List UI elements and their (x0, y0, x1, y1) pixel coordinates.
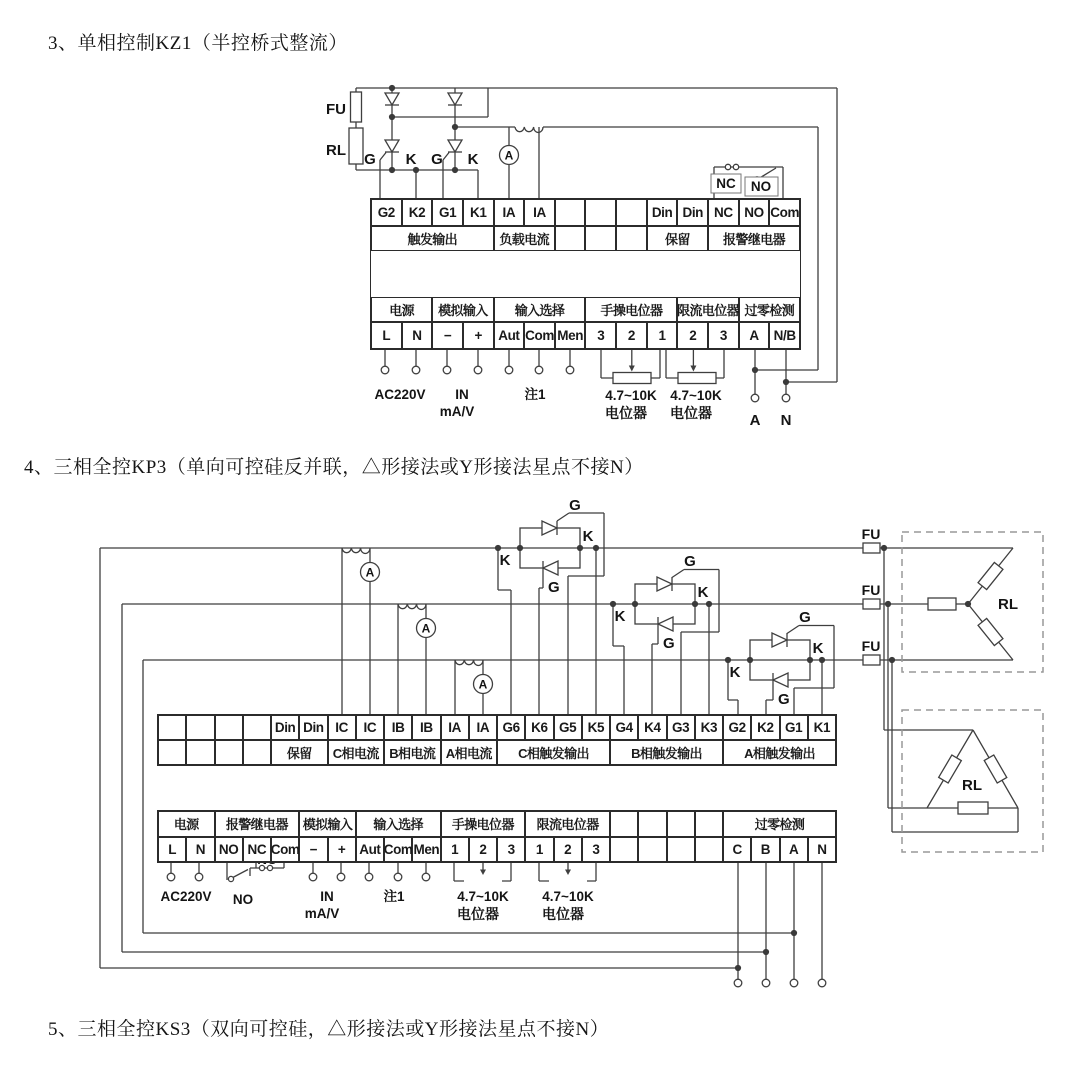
terminal-cell: 2 (677, 322, 708, 349)
gate-label: G (778, 691, 790, 708)
terminal-cell: NO (739, 199, 770, 226)
terminal-cell (186, 715, 214, 740)
group-label-cell: B相电流 (384, 740, 441, 765)
terminal-cell: K2 (751, 715, 779, 740)
terminal-cell: 3 (497, 837, 525, 863)
terminal-cell: + (463, 322, 494, 349)
group-label-cell: 负载电流 (494, 226, 555, 251)
terminal-cell: IB (384, 715, 412, 740)
terminal-cell: + (328, 837, 356, 863)
terminal-cell (695, 837, 723, 863)
group-label-cell: 模拟输入 (299, 811, 356, 837)
terminal-cell: Men (412, 837, 440, 863)
terminal-cell: L (371, 322, 402, 349)
terminal-cell: K3 (695, 715, 723, 740)
terminal-cell: IA (524, 199, 555, 226)
terminal-cell: K5 (582, 715, 610, 740)
group-label-cell: 手操电位器 (585, 297, 677, 322)
group-label-cell: 报警继电器 (215, 811, 300, 837)
group-label-cell: 电源 (371, 297, 432, 322)
terminal-cell: Com (384, 837, 412, 863)
terminal-cell: 1 (441, 837, 469, 863)
terminal-cell: G4 (610, 715, 638, 740)
nc-label: NC (716, 176, 736, 191)
group-label-cell: 触发输出 (371, 226, 494, 251)
terminal-cell: N (808, 837, 836, 863)
group-label-cell: 过零检测 (739, 297, 800, 322)
terminal-cell: C (723, 837, 751, 863)
terminal-cell: K4 (638, 715, 666, 740)
terminal-cell: Men (555, 322, 586, 349)
group-label-cell: 手操电位器 (441, 811, 526, 837)
group-label-cell: 电源 (158, 811, 215, 837)
load-y-box (902, 532, 1043, 672)
group-label-cell (555, 226, 586, 251)
potentiometer (613, 373, 716, 384)
table-spacer (371, 251, 800, 297)
group-label-cell: A相触发输出 (723, 740, 836, 765)
ac-power-label: AC220V (160, 889, 212, 904)
terminal-cell (610, 837, 638, 863)
terminal-cell: NC (708, 199, 739, 226)
terminal-cell: IA (494, 199, 525, 226)
group-label-cell: 输入选择 (494, 297, 586, 322)
group-label-cell: 保留 (647, 226, 708, 251)
pot-name-label: 电位器 (605, 405, 647, 421)
terminal-cell: − (432, 322, 463, 349)
terminal-cell: 3 (585, 322, 616, 349)
terminal-cell: K1 (808, 715, 836, 740)
rl-label: RL (326, 142, 346, 159)
group-label-cell (667, 811, 695, 837)
terminal-cell: 2 (616, 322, 647, 349)
analog-in-label: IN (455, 387, 469, 402)
terminal-cell: N (186, 837, 214, 863)
fu-label: FU (861, 526, 881, 542)
ammeter-label: A (478, 677, 488, 692)
pot-wiper-arrows (629, 366, 697, 372)
terminal-cell: IA (441, 715, 469, 740)
gate-label: G (431, 151, 443, 168)
pot-value-label: 4.7~10K (670, 388, 722, 403)
group-label-cell (695, 811, 723, 837)
fuse-symbol (351, 92, 362, 122)
terminal-cell: Din (271, 715, 299, 740)
terminal-cell: 3 (582, 837, 610, 863)
group-label-cell (158, 740, 186, 765)
group-label-cell: 限流电位器 (677, 297, 738, 322)
terminal-cell (667, 837, 695, 863)
pot-value-label: 4.7~10K (542, 889, 594, 904)
group-label-cell: C相电流 (328, 740, 385, 765)
group-label-cell (616, 226, 647, 251)
terminal-cell: − (299, 837, 327, 863)
analog-unit-label: mA/V (304, 906, 340, 921)
rl-label: RL (962, 777, 982, 794)
group-label-cell: A相电流 (441, 740, 498, 765)
cathode-label: K (614, 608, 626, 625)
cathode-label: K (405, 151, 417, 168)
terminal-cell: NO (215, 837, 243, 863)
terminal-cell: 2 (554, 837, 582, 863)
terminal-cell: G5 (554, 715, 582, 740)
group-label-cell: B相触发输出 (610, 740, 723, 765)
terminal-cell: Aut (356, 837, 384, 863)
group-label-cell (585, 226, 616, 251)
terminal-cell: 3 (708, 322, 739, 349)
terminal-cell: K1 (463, 199, 494, 226)
group-label-cell (215, 740, 243, 765)
terminal-cell: G3 (667, 715, 695, 740)
terminal-cell (638, 837, 666, 863)
section-5-title: 5、三相全控KS3（双向可控硅，△形接法或Y形接法星点不接N） (48, 1019, 610, 1040)
gate-label: G (684, 553, 696, 570)
terminal-cell: G2 (723, 715, 751, 740)
terminal-cell: L (158, 837, 186, 863)
gate-label: G (364, 151, 376, 168)
terminal-cell: Com (524, 322, 555, 349)
terminal-cell: K2 (402, 199, 433, 226)
group-label-cell (638, 811, 666, 837)
cathode-label: K (499, 552, 511, 569)
analog-unit-label: mA/V (439, 404, 475, 419)
terminal-cell: G2 (371, 199, 402, 226)
terminal-cell: Din (677, 199, 708, 226)
ammeter-label: A (365, 565, 375, 580)
cathode-label: K (812, 640, 824, 657)
group-label-cell: 报警继电器 (708, 226, 800, 251)
terminal-cell: Din (299, 715, 327, 740)
terminal-cell: Aut (494, 322, 525, 349)
terminal-cell: Com (769, 199, 800, 226)
group-label-cell: C相触发输出 (497, 740, 610, 765)
terminal-cell: B (751, 837, 779, 863)
phase-n-label: N (780, 412, 792, 429)
group-label-cell (186, 740, 214, 765)
kz1-terminal-table (370, 198, 801, 350)
terminal-cell: NC (243, 837, 271, 863)
terminal-cell: Com (271, 837, 299, 863)
cathode-label: K (697, 584, 709, 601)
terminal-cell: IC (356, 715, 384, 740)
gate-label: G (548, 579, 560, 596)
analog-in-label: IN (320, 889, 334, 904)
cathode-label: K (729, 664, 741, 681)
group-label-cell (243, 740, 271, 765)
terminal-cell: IA (469, 715, 497, 740)
terminal-cell (215, 715, 243, 740)
group-label-cell: 过零检测 (723, 811, 836, 837)
terminal-cell: IC (328, 715, 356, 740)
section-4-title: 4、三相全控KP3（单向可控硅反并联，△形接法或Y形接法星点不接N） (24, 457, 644, 478)
ac-power-label: AC220V (374, 387, 426, 402)
diode (385, 93, 462, 105)
fu-label: FU (861, 582, 881, 598)
note1-label: 注1 (383, 889, 405, 904)
section-3-title: 3、单相控制KZ1（半控桥式整流） (48, 33, 348, 54)
pot-value-label: 4.7~10K (605, 388, 657, 403)
ammeter-label: A (504, 148, 514, 163)
terminal-cell: 2 (469, 837, 497, 863)
terminal-cell: Din (647, 199, 678, 226)
terminal-cell: IB (412, 715, 440, 740)
gate-label: G (663, 635, 675, 652)
gate-label: G (569, 497, 581, 514)
terminal-cell (616, 199, 647, 226)
ammeter-label: A (421, 621, 431, 636)
gate-label: G (799, 609, 811, 626)
cathode-label: K (467, 151, 479, 168)
pot-name-label: 电位器 (457, 906, 499, 922)
terminal-cell: K6 (525, 715, 553, 740)
terminal-cell: G6 (497, 715, 525, 740)
fu-label: FU (861, 638, 881, 654)
group-label-cell: 保留 (271, 740, 328, 765)
no-label: NO (232, 892, 254, 907)
cathode-label: K (582, 528, 594, 545)
terminal-cell: A (739, 322, 770, 349)
pot-name-label: 电位器 (542, 906, 584, 922)
thyristor (385, 140, 462, 152)
group-label-cell: 限流电位器 (525, 811, 610, 837)
terminal-cell: 1 (525, 837, 553, 863)
kp3-lower-terminal-table (157, 810, 837, 863)
terminal-cell (243, 715, 271, 740)
terminal-circles (381, 366, 790, 402)
fuse-and-load (349, 92, 363, 164)
load-resistor-symbol (349, 128, 363, 164)
terminal-cell: N (402, 322, 433, 349)
rl-label: RL (998, 596, 1018, 613)
group-label-cell (610, 811, 638, 837)
pot-wiper-arrows (480, 870, 571, 876)
terminal-cell: N/B (769, 322, 800, 349)
note1-label: 注1 (524, 387, 546, 402)
fu-label: FU (326, 101, 346, 118)
terminal-cell (585, 199, 616, 226)
terminal-cell (555, 199, 586, 226)
group-label-cell: 模拟输入 (432, 297, 493, 322)
phase-a-label: A (749, 412, 761, 429)
kp3-upper-terminal-table (157, 714, 837, 766)
terminal-cell: G1 (432, 199, 463, 226)
terminal-cell: 1 (647, 322, 678, 349)
terminal-cell (158, 715, 186, 740)
group-label-cell: 输入选择 (356, 811, 441, 837)
terminal-cell: A (780, 837, 808, 863)
no-label: NO (750, 179, 772, 194)
pot-value-label: 4.7~10K (457, 889, 509, 904)
pot-name-label: 电位器 (670, 405, 712, 421)
terminal-cell: G1 (780, 715, 808, 740)
